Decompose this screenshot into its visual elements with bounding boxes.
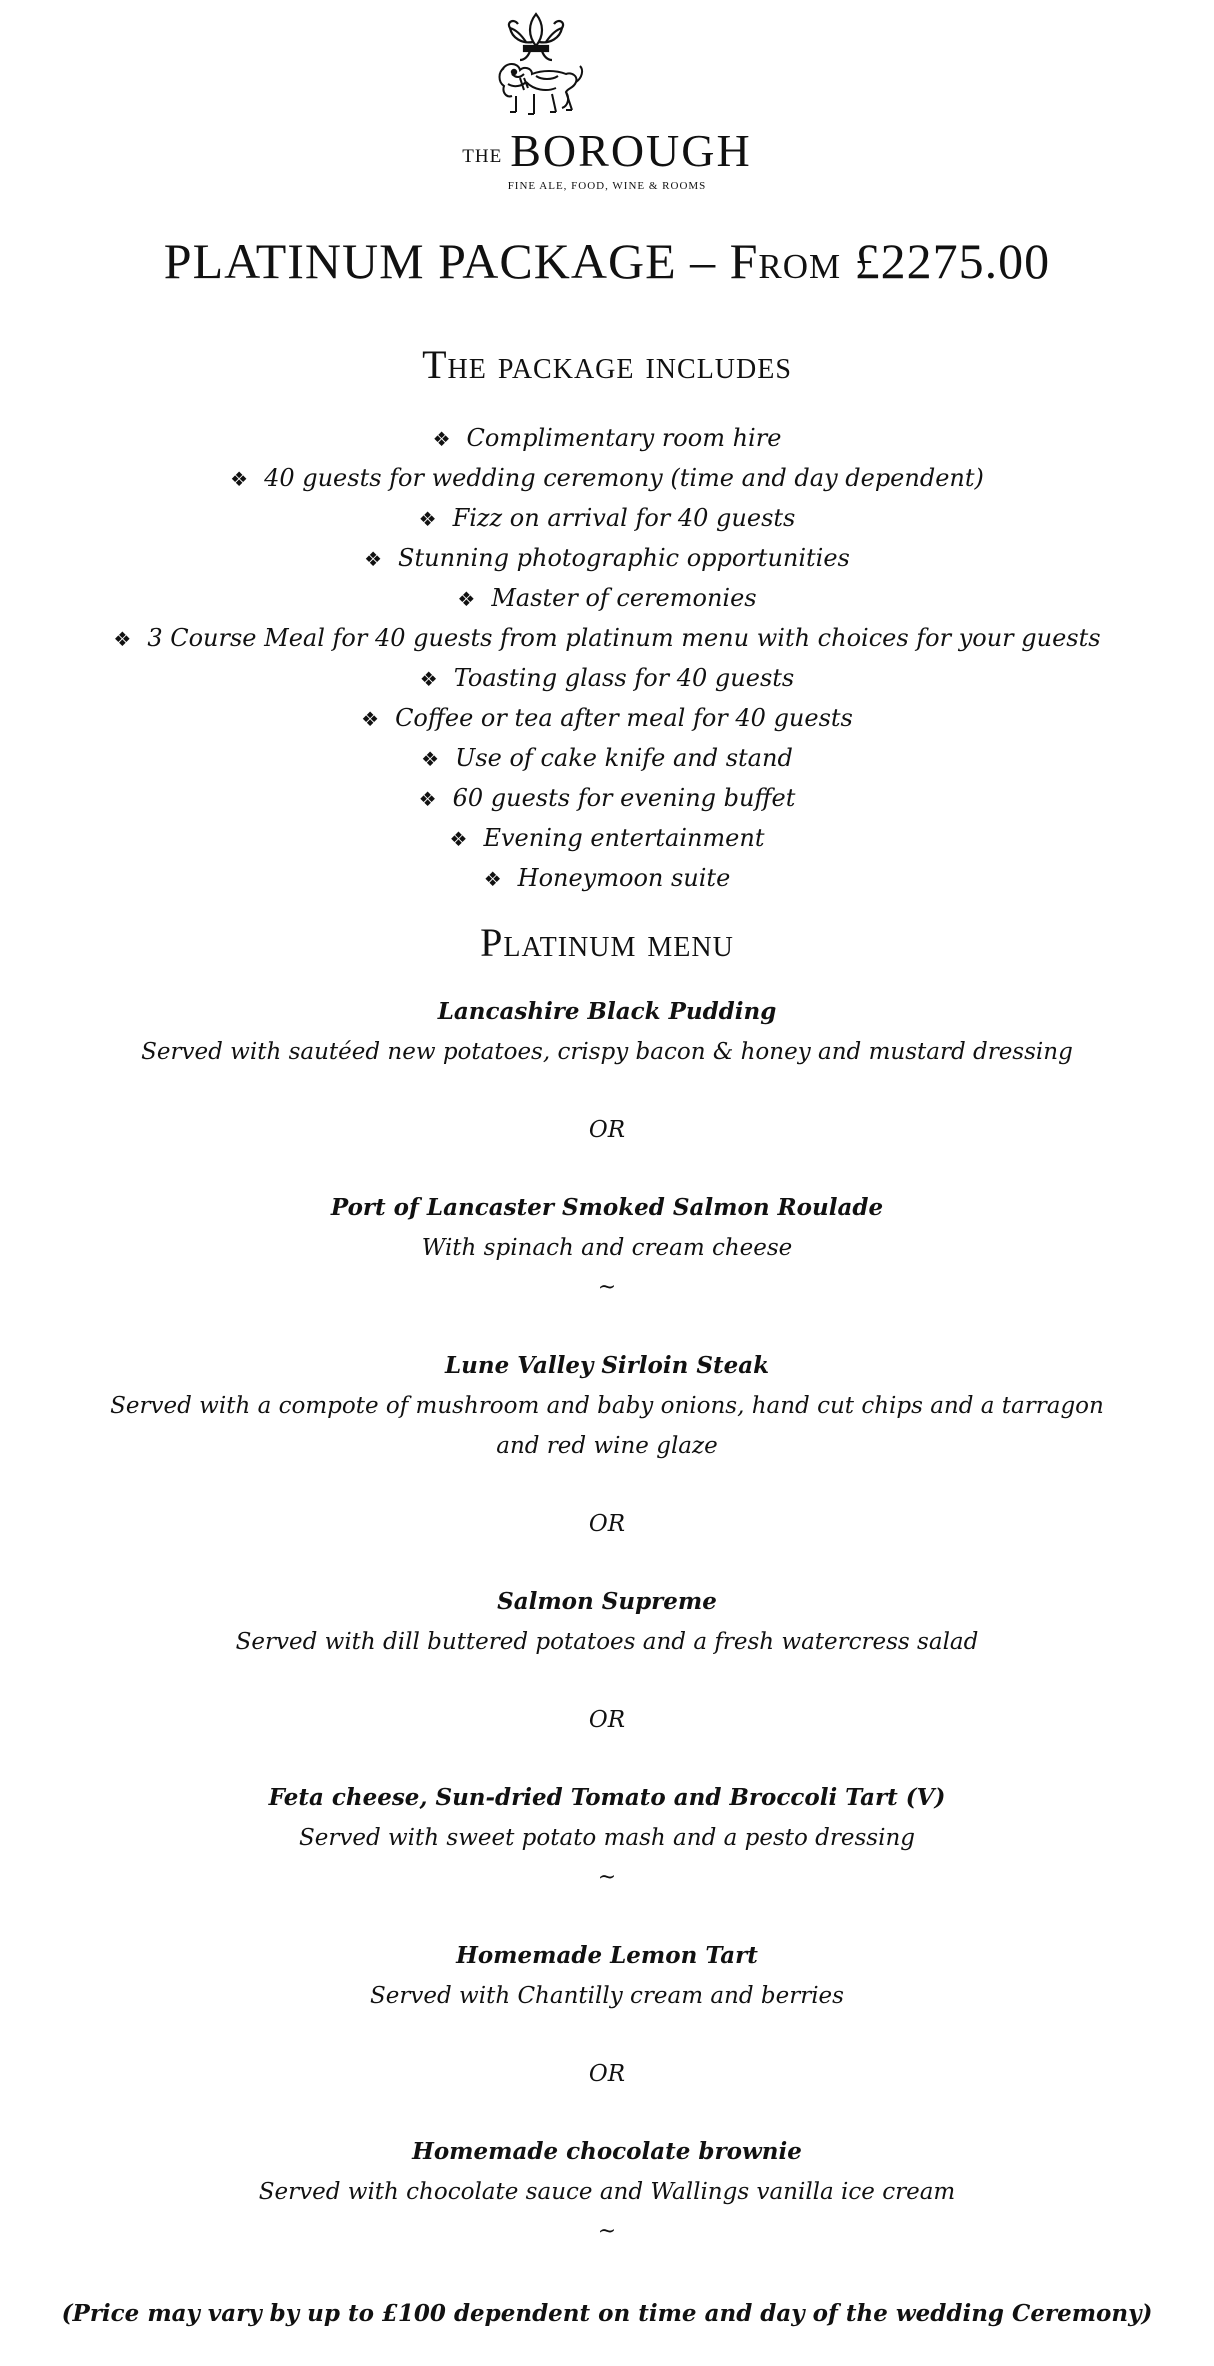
- list-item: ❖ 60 guests for evening buffet: [0, 778, 1214, 818]
- platinum-menu: [110, 992, 1104, 2252]
- dish-name: Port of Lancaster Smoked Salmon Roulade: [330, 1194, 884, 1221]
- list-item: ❖ Toasting glass for 40 guests: [0, 658, 1214, 698]
- or-divider: OR: [588, 1707, 626, 1733]
- brand-wordmark: [0, 124, 1214, 176]
- list-item: ❖ 40 guests for wedding ceremony (time and day dependent): [0, 458, 1214, 498]
- title-dash: –: [676, 233, 730, 289]
- dish-description: Served with chocolate sauce and Wallings vanilla ice cream: [258, 2179, 956, 2205]
- dish-name: Homemade chocolate brownie: [412, 2138, 802, 2165]
- list-item: ❖ Fizz on arrival for 40 guests: [0, 498, 1214, 538]
- diamond-bullet-icon: ❖: [419, 667, 438, 691]
- dish-name: Feta cheese, Sun-dried Tomato and Broccoli Tart (V): [268, 1784, 946, 1811]
- list-item: ❖ Master of ceremonies: [0, 578, 1214, 618]
- course-separator: ~: [597, 2219, 617, 2244]
- list-item: ❖ Coffee or tea after meal for 40 guests: [0, 698, 1214, 738]
- brand-tagline: FINE ALE, FOOD, WINE & ROOMS: [507, 180, 707, 192]
- includes-heading: The package includes: [422, 342, 792, 387]
- dish-description: Served with a compote of mushroom and baby onions, hand cut chips and a tarragon and red wine glaze: [110, 1393, 1104, 1459]
- includes-list: [0, 418, 1214, 898]
- diamond-bullet-icon: ❖: [418, 507, 437, 531]
- course-separator: ~: [597, 1865, 617, 1890]
- dish-description: Served with Chantilly cream and berries: [370, 1983, 844, 2009]
- or-divider: OR: [588, 1511, 626, 1537]
- diamond-bullet-icon: ❖: [418, 787, 437, 811]
- diamond-bullet-icon: ❖: [421, 747, 440, 771]
- dish-name: Lancashire Black Pudding: [437, 998, 777, 1025]
- list-item: ❖ 3 Course Meal for 40 guests from platinum menu with choices for your guests: [0, 618, 1214, 658]
- main-dish: [110, 1346, 1104, 1466]
- dish-description: Served with sautéed new potatoes, crispy bacon & honey and mustard dressing: [141, 1039, 1073, 1065]
- diamond-bullet-icon: ❖: [483, 867, 502, 891]
- dish-name: Lune Valley Sirloin Steak: [444, 1352, 770, 1379]
- dish-name: Salmon Supreme: [497, 1588, 717, 1615]
- page-title: [0, 228, 1214, 294]
- diamond-bullet-icon: ❖: [432, 427, 451, 451]
- dish-name: Homemade Lemon Tart: [456, 1942, 758, 1969]
- main-dish: [110, 1582, 1104, 1662]
- price-footnote: (Price may vary by up to £100 dependent on time and day of the wedding Ceremony): [61, 2300, 1153, 2327]
- dish-description: Served with dill buttered potatoes and a fresh watercress salad: [235, 1629, 979, 1655]
- list-item: ❖ Stunning photographic opportunities: [0, 538, 1214, 578]
- dish-description: With spinach and cream cheese: [421, 1235, 793, 1261]
- borough-logo: [0, 12, 1214, 192]
- starter-dish: [110, 992, 1104, 1072]
- list-item: ❖ Evening entertainment: [0, 818, 1214, 858]
- diamond-bullet-icon: ❖: [364, 547, 383, 571]
- diamond-bullet-icon: ❖: [449, 827, 468, 851]
- diamond-bullet-icon: ❖: [361, 707, 380, 731]
- or-divider: OR: [588, 2061, 626, 2087]
- fleur-de-lis-lion-crest-icon: [486, 12, 586, 124]
- or-divider: OR: [588, 1117, 626, 1143]
- brand-name: BOROUGH: [510, 125, 752, 176]
- dessert-dish: [110, 2132, 1104, 2212]
- menu-heading: Platinum menu: [480, 920, 734, 965]
- course-separator: ~: [597, 1275, 617, 1300]
- dessert-dish: [110, 1936, 1104, 2016]
- main-dish: [110, 1778, 1104, 1858]
- package-price: From £2275.00: [729, 233, 1051, 289]
- list-item: ❖ Use of cake knife and stand: [0, 738, 1214, 778]
- diamond-bullet-icon: ❖: [457, 587, 476, 611]
- diamond-bullet-icon: ❖: [113, 627, 132, 651]
- brand-the: THE: [462, 146, 503, 167]
- package-name: PLATINUM PACKAGE: [163, 233, 677, 289]
- list-item: ❖ Complimentary room hire: [0, 418, 1214, 458]
- dish-description: Served with sweet potato mash and a pesto dressing: [298, 1825, 915, 1851]
- list-item: ❖ Honeymoon suite: [0, 858, 1214, 898]
- starter-dish: [110, 1188, 1104, 1268]
- diamond-bullet-icon: ❖: [230, 467, 249, 491]
